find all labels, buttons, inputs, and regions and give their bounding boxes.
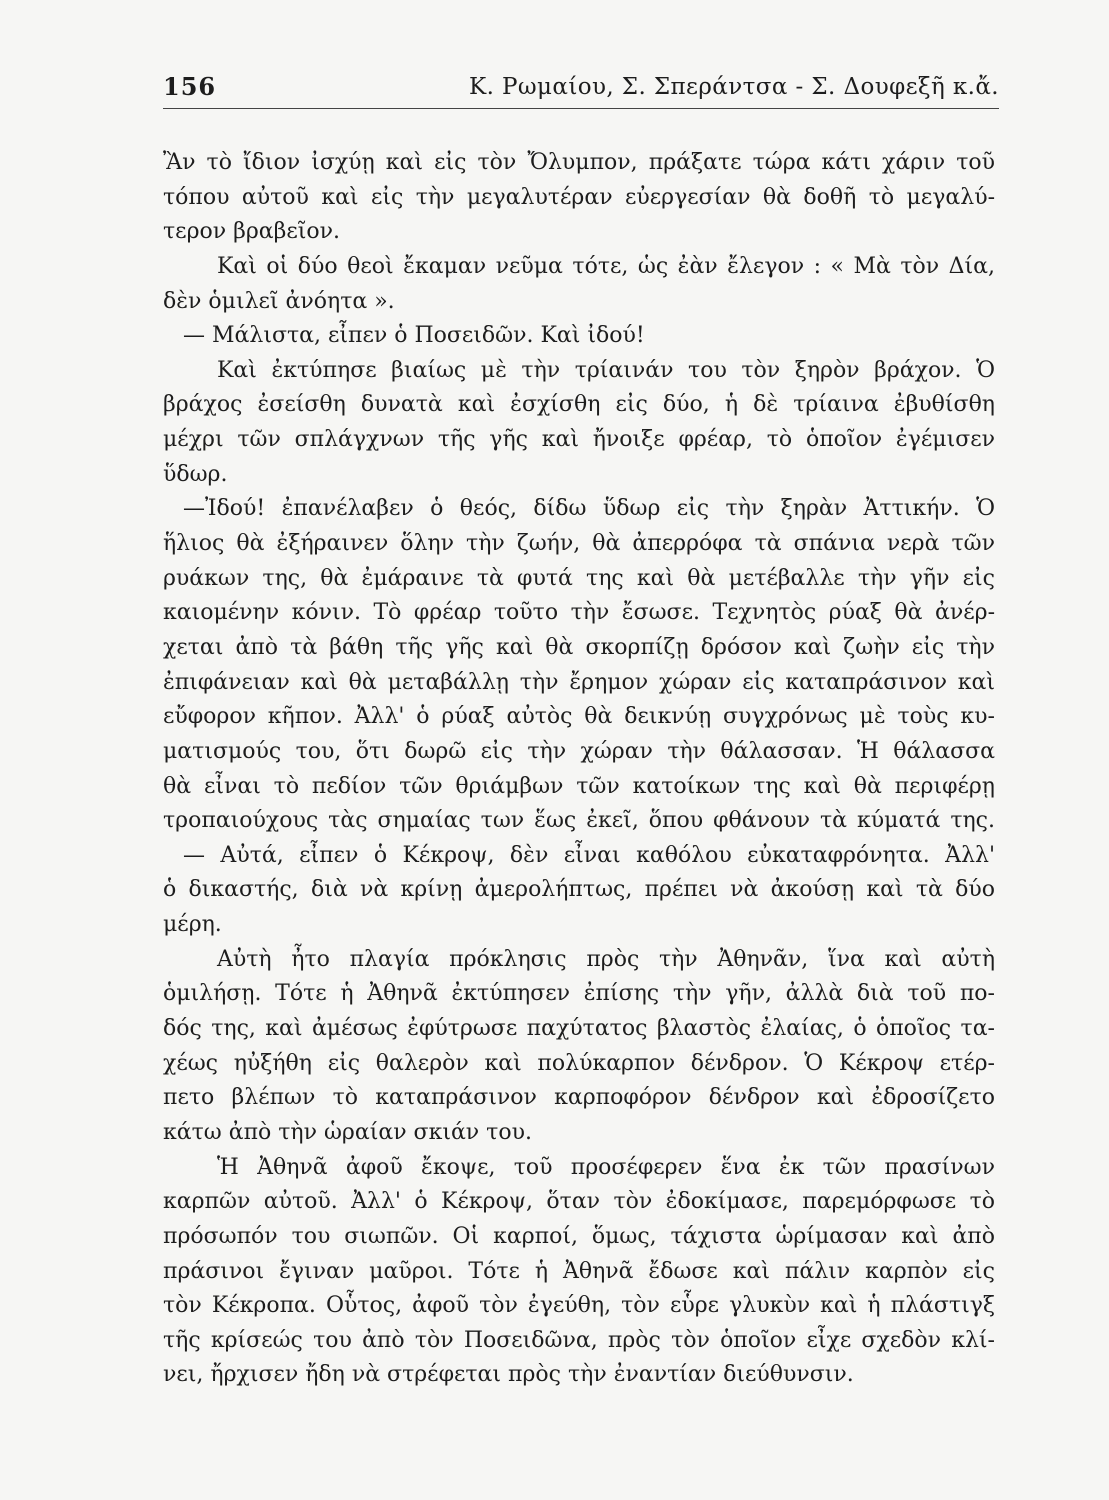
text-line: Αὐτὴ ἦτο πλαγία πρόκλησις πρὸς τὴν Ἀθηνᾶν, ἵνα καὶ αὐτὴ bbox=[217, 946, 995, 972]
text-line: καρπῶν αὐτοῦ. Ἀλλ' ὁ Κέκροψ, ὅταν τὸν ἐδοκίμασε, παρεμόρφωσε τὸ bbox=[163, 1189, 995, 1215]
text-line: βράχος ἐσείσθη δυνατὰ καὶ ἐσχίσθη εἰς δύο, ἡ δὲ τρίαινα ἐβυθίσθη bbox=[163, 392, 995, 418]
text-line: εὔφορον κῆπον. Ἀλλ' ὁ ρύαξ αὐτὸς θὰ δεικνύῃ συγχρόνως μὲ τοὺς κυ- bbox=[163, 704, 995, 730]
page-header bbox=[163, 72, 999, 106]
text-line: πετο βλέπων τὸ καταπράσινον καρποφόρον δένδρον καὶ ἐδροσίζετο bbox=[163, 1085, 995, 1111]
page-number: 156 bbox=[163, 72, 217, 101]
text-line: Ἂν τὸ ἴδιον ἰσχύῃ καὶ εἰς τὸν Ὄλυμπον, πράξατε τώρα κάτι χάριν τοῦ bbox=[163, 150, 995, 175]
text-line: κάτω ἀπὸ τὴν ὡραίαν σκιάν του. bbox=[163, 1119, 532, 1145]
text-line: ἐπιφάνειαν καὶ θὰ μεταβάλλῃ τὴν ἔρημον χώραν εἰς καταπράσινον καὶ bbox=[163, 669, 995, 695]
text-line: δὲν ὁμιλεῖ ἀνόητα ». bbox=[163, 288, 395, 314]
text-line: ρυάκων της, θὰ ἐμάραινε τὰ φυτά της καὶ θὰ μετέβαλλε τὴν γῆν εἰς bbox=[163, 565, 995, 591]
text-line: μέχρι τῶν σπλάγχνων τῆς γῆς καὶ ἤνοιξε φρέαρ, τὸ ὁποῖον ἐγέμισεν bbox=[163, 427, 995, 453]
header-rule bbox=[163, 108, 999, 109]
text-line: τὸν Κέκροπα. Οὗτος, ἀφοῦ τὸν ἐγεύθη, τὸν εὗρε γλυκὺν καὶ ἡ πλάστιγξ bbox=[163, 1293, 995, 1319]
body-text bbox=[163, 146, 995, 1393]
text-line: Καὶ οἱ δύο θεοὶ ἔκαμαν νεῦμα τότε, ὡς ἐὰν ἔλεγον : « Μὰ τὸν Δία, bbox=[217, 253, 995, 279]
text-line: ὁ δικαστής, διὰ νὰ κρίνῃ ἀμερολήπτως, πρέπει νὰ ἀκούσῃ καὶ τὰ δύο bbox=[163, 877, 995, 903]
text-line: ματισμούς του, ὅτι δωρῶ εἰς τὴν χώραν τὴν θάλασσαν. Ἡ θάλασσα bbox=[163, 738, 995, 764]
text-line: τόπου αὐτοῦ καὶ εἰς τὴν μεγαλυτέραν εὐεργεσίαν θὰ δοθῆ τὸ μεγαλύ- bbox=[163, 184, 995, 210]
running-head: Κ. Ρωμαίου, Σ. Σπεράντσα - Σ. Δουφεξῆ κ.ἄ. bbox=[469, 74, 999, 100]
text-line: Καὶ ἐκτύπησε βιαίως μὲ τὴν τρίαινάν του τὸν ξηρὸν βράχον. Ὁ bbox=[217, 357, 995, 383]
text-line: ὁμιλήσῃ. Τότε ἡ Ἀθηνᾶ ἐκτύπησεν ἐπίσης τὴν γῆν, ἀλλὰ διὰ τοῦ πο- bbox=[163, 981, 995, 1007]
text-line: — Μάλιστα, εἶπεν ὁ Ποσειδῶν. Καὶ ἰδού! bbox=[183, 323, 645, 349]
text-line: ἥλιος θὰ ἐξήραινεν ὅλην τὴν ζωήν, θὰ ἀπερρόφα τὰ σπάνια νερὰ τῶν bbox=[163, 531, 995, 557]
text-line: χεται ἀπὸ τὰ βάθη τῆς γῆς καὶ θὰ σκορπίζῃ δρόσον καὶ ζωὴν εἰς τὴν bbox=[163, 634, 995, 660]
text-line: ὕδωρ. bbox=[163, 461, 228, 487]
text-line: —Ἰδού! ἐπανέλαβεν ὁ θεός, δίδω ὕδωρ εἰς τὴν ξηρὰν Ἀττικήν. Ὁ bbox=[183, 496, 995, 522]
text-line: χέως ηὐξήθη εἰς θαλερὸν καὶ πολύκαρπον δένδρον. Ὁ Κέκροψ ετέρ- bbox=[163, 1050, 995, 1076]
text-line: νει, ἤρχισεν ἤδη νὰ στρέφεται πρὸς τὴν ἐναντίαν διεύθυνσιν. bbox=[163, 1362, 854, 1388]
text-line: θὰ εἶναι τὸ πεδίον τῶν θριάμβων τῶν κατοίκων της καὶ θὰ περιφέρῃ bbox=[163, 773, 995, 799]
text-line: τῆς κρίσεώς του ἀπὸ τὸν Ποσειδῶνα, πρὸς τὸν ὁποῖον εἶχε σχεδὸν κλί- bbox=[163, 1327, 995, 1353]
text-line: πρόσωπόν του σιωπῶν. Οἱ καρποί, ὅμως, τάχιστα ὡρίμασαν καὶ ἀπὸ bbox=[163, 1223, 995, 1249]
text-line: μέρη. bbox=[163, 912, 222, 938]
text-line: — Αὐτά, εἶπεν ὁ Κέκροψ, δὲν εἶναι καθόλου εὐκαταφρόνητα. Ἀλλ' bbox=[183, 842, 995, 868]
text-line: τερον βραβεῖον. bbox=[163, 219, 340, 245]
text-line: δός της, καὶ ἀμέσως ἐφύτρωσε παχύτατος βλαστὸς ἐλαίας, ὁ ὁποῖος τα- bbox=[163, 1016, 995, 1042]
text-line: τροπαιούχους τὰς σημαίας των ἕως ἐκεῖ, ὅπου φθάνουν τὰ κύματά της. bbox=[163, 808, 995, 834]
text-line: Ἡ Ἀθηνᾶ ἀφοῦ ἔκοψε, τοῦ προσέφερεν ἕνα ἐκ τῶν πρασίνων bbox=[217, 1154, 995, 1180]
text-line: καιομένην κόνιν. Τὸ φρέαρ τοῦτο τὴν ἔσωσε. Τεχνητὸς ρύαξ θὰ ἀνέρ- bbox=[163, 600, 995, 626]
text-line: πράσινοι ἔγιναν μαῦροι. Τότε ἡ Ἀθηνᾶ ἔδωσε καὶ πάλιν καρπὸν εἰς bbox=[163, 1258, 995, 1284]
